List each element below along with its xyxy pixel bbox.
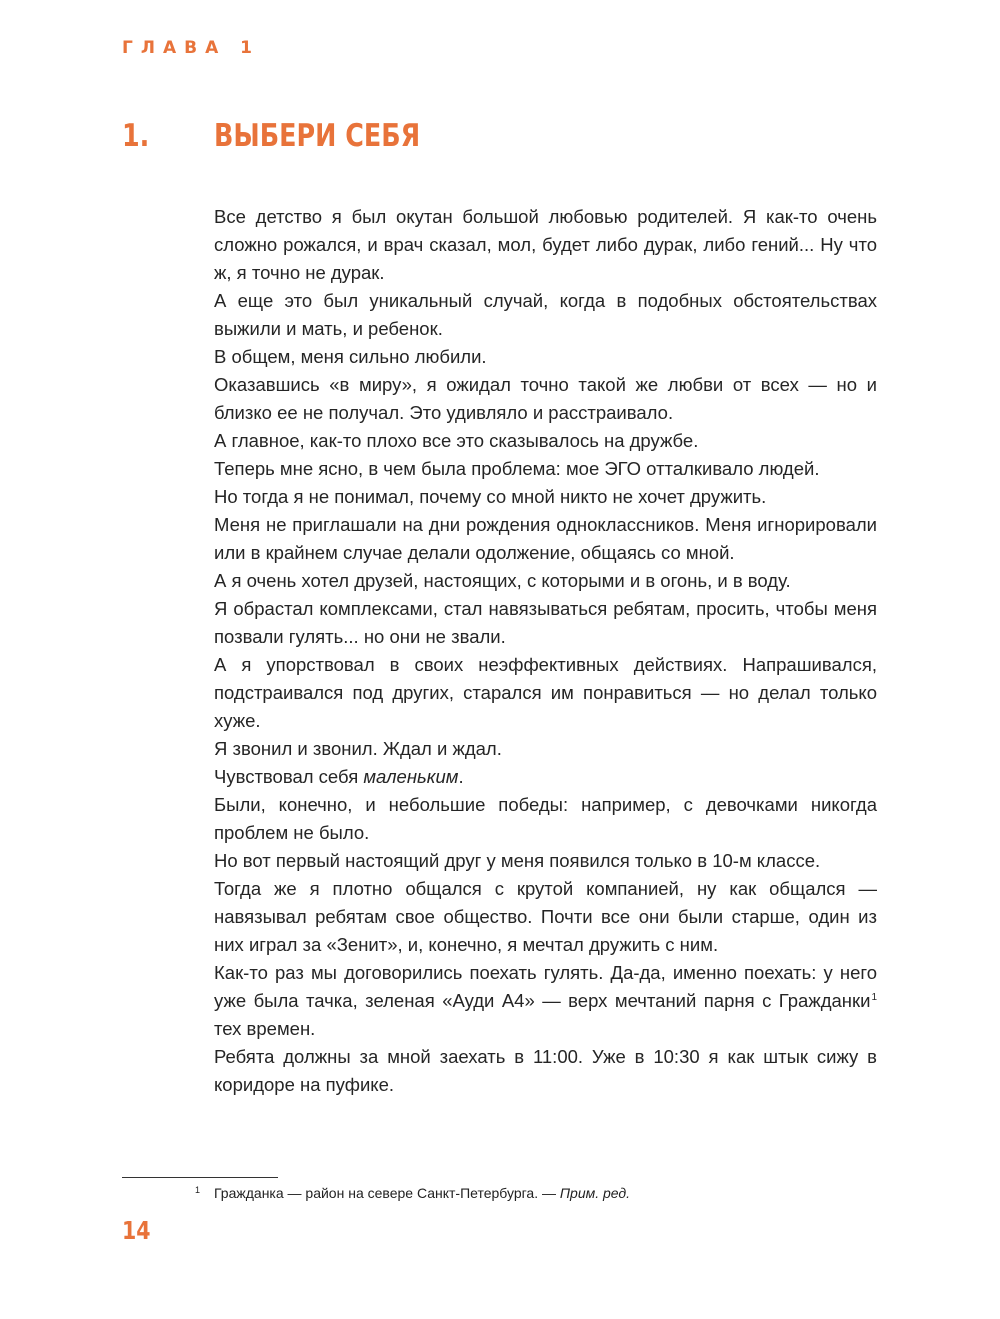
trip-text-before: Как-то раз мы договорились поехать гулять. Да-да, именно поехать: у него уже была тачка, зеленая «Ауди А4» — верх мечтаний парня с Гражданки: [214, 962, 877, 1011]
felt-suffix: .: [458, 766, 464, 787]
paragraph: А я упорствовал в своих неэффективных действиях. Напрашивался, подстраивался под других, старался им понравиться — но делал только хуже.: [214, 654, 877, 731]
felt-prefix: Чувствовал себя: [214, 766, 364, 787]
page-number: 14: [122, 1216, 151, 1245]
footnote-reference[interactable]: 1: [871, 991, 877, 1003]
paragraph: Все детство я был окутан большой любовью родителей. Я как-то очень сложно рожался, и врач сказал, мол, будет либо дурак, либо гений... Ну что ж, я точно не дурак.: [214, 206, 877, 283]
footnote-source: Прим. ред.: [559, 1185, 631, 1201]
paragraph: Но вот первый настоящий друг у меня появился только в 10-м классе.: [214, 850, 821, 871]
footnote-mark: 1: [195, 1185, 201, 1195]
paragraph-felt: [214, 763, 877, 791]
paragraph: Ребята должны за мной заехать в 11:00. Уже в 10:30 я как штык сижу в коридоре на пуфике.: [214, 1046, 877, 1095]
footnote-text-wrapper: [214, 1183, 630, 1203]
body-text: [214, 203, 877, 1099]
paragraph: А еще это был уникальный случай, когда в подобных обстоятельствах выжили и мать, и ребенок.: [214, 290, 877, 339]
paragraph: Меня не приглашали на дни рождения одноклассников. Меня игнорировали или в крайнем случае делали одолжение, общаясь со мной.: [214, 514, 877, 563]
trip-text-after: тех времен.: [214, 1018, 316, 1039]
paragraph: А главное, как-то плохо все это сказывалось на дружбе.: [214, 430, 699, 451]
paragraph: Оказавшись «в миру», я ожидал точно такой же любви от всех — но и близко ее не получал. Это удивляло и расстраивало.: [214, 374, 877, 423]
paragraph-trip: [214, 959, 877, 1043]
paragraph: Но тогда я не понимал, почему со мной никто не хочет дружить.: [214, 486, 767, 507]
paragraph: Я звонил и звонил. Ждал и ждал.: [214, 738, 502, 759]
running-head: ГЛАВА 1: [122, 38, 260, 58]
paragraph: Были, конечно, и небольшие победы: например, с девочками никогда проблем не было.: [214, 794, 877, 843]
paragraph: Теперь мне ясно, в чем была проблема: мое ЭГО отталкивало людей.: [214, 458, 820, 479]
paragraph: Тогда же я плотно общался с крутой компанией, ну как общался — навязывал ребятам свое общество. Почти все они были старше, один из них играл за «Зенит», и, конечно, я мечтал дружить с ним.: [214, 878, 877, 955]
paragraph: Я обрастал комплексами, стал навязываться ребятам, просить, чтобы меня позвали гулять... но они не звали.: [214, 598, 877, 647]
chapter-title: ВЫБЕРИ СЕБЯ: [214, 118, 421, 154]
footnote-divider: [122, 1177, 278, 1178]
footnote-text: Гражданка — район на севере Санкт-Петербурга. —: [214, 1185, 560, 1201]
felt-emphasis: маленьким: [363, 766, 459, 787]
paragraph: В общем, меня сильно любили.: [214, 346, 487, 367]
chapter-number: 1.: [122, 118, 150, 154]
paragraph: А я очень хотел друзей, настоящих, с которыми и в огонь, и в воду.: [214, 570, 791, 591]
